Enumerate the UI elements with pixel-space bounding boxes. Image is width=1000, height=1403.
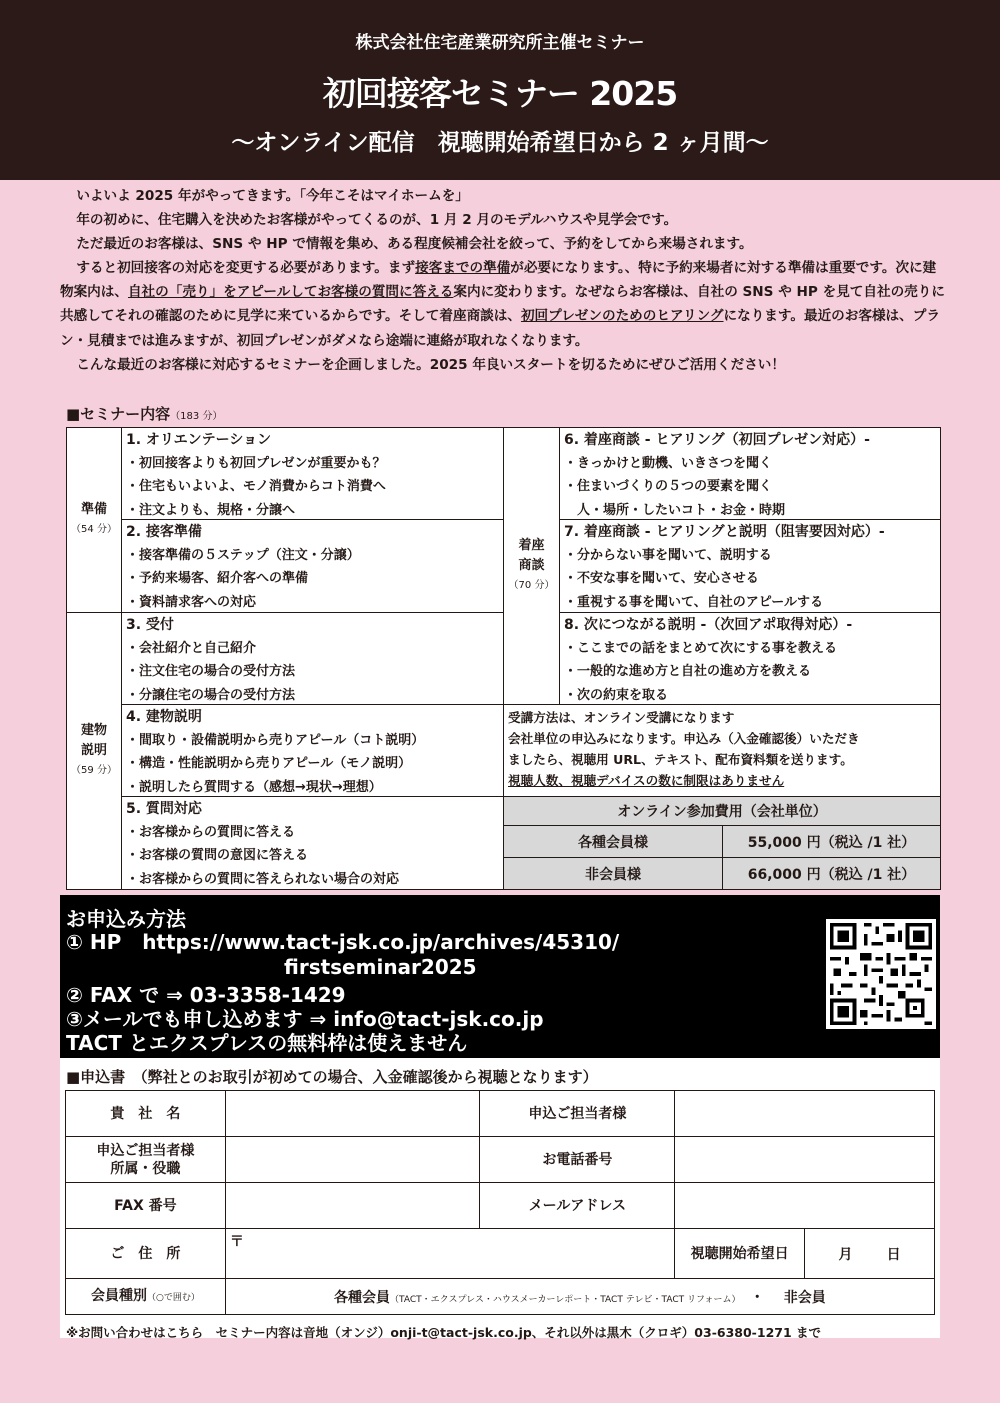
item-line: ・構造・性能説明から売りアピール（モノ説明） xyxy=(126,756,412,772)
company-label: 貴 社 名 xyxy=(66,1091,226,1137)
day-label: 日 xyxy=(886,1246,901,1263)
item-line: ・初回接客よりも初回プレゼンが重要かも？ xyxy=(126,456,386,472)
group-building xyxy=(66,612,122,890)
item-line: ・不安な事を聞いて、安心させる xyxy=(564,571,759,587)
item-title: 2. 接客準備 xyxy=(126,524,202,540)
fax-label: FAX 番号 xyxy=(66,1183,226,1229)
group-label: 準備 xyxy=(80,502,107,517)
contact-field[interactable] xyxy=(675,1091,935,1137)
item-line: ・分からない事を聞いて、説明する xyxy=(564,548,772,564)
item-line: ・注文よりも、規格・分譲へ xyxy=(126,502,296,518)
member-type-note: （○で囲む） xyxy=(146,1292,200,1303)
member-type-options[interactable] xyxy=(225,1279,934,1315)
intro-paragraph: ただ最近のお客様は、SNS や HP で情報を集め、ある程度候補会社を絞って、予約をしてから来場されます。 xyxy=(76,236,753,253)
start-date-field[interactable] xyxy=(805,1229,935,1279)
start-date-label: 視聴開始希望日 xyxy=(675,1229,805,1279)
seminar-item xyxy=(121,704,504,797)
item-title: 3. 受付 xyxy=(126,617,174,633)
attendance-notes xyxy=(503,704,941,797)
item-line: ・お客様の質問の意図に答える xyxy=(126,848,309,864)
fee-heading: オンライン参加費用（会社単位） xyxy=(503,796,941,826)
application-methods xyxy=(60,895,940,1058)
qr-code-icon[interactable] xyxy=(826,919,936,1029)
sponsor-line: 株式会社住宅産業研究所主催セミナー xyxy=(355,33,645,53)
content-heading xyxy=(66,403,222,424)
intro-text-span: すると初回接客の対応を変更する必要があります。まず xyxy=(76,260,416,277)
item-line: ・会社紹介と自己紹介 xyxy=(126,641,257,657)
hp-link[interactable]: https://www.tact-jsk.co.jp/archives/45310/ xyxy=(142,930,620,954)
item-title: 8. 次につながる説明 -（次回アポ取得対応）- xyxy=(564,617,853,633)
intro-paragraph: こんな最近のお客様に対応するセミナーを企画しました。2025 年良いスタートを切るためにぜひご活用ください！ xyxy=(76,356,785,373)
dept-field[interactable] xyxy=(225,1137,480,1183)
item-line: ・住まいづくりの５つの要素を聞く xyxy=(564,479,773,495)
intro-text-span: になります。最近のお客様は、プラン・見積までは進みますが、初回プレゼンがダメなら途端に連絡が取れなくなります。 xyxy=(60,308,940,349)
item-title: 6. 着座商談 - ヒアリング（初回プレゼン対応）- xyxy=(564,432,870,448)
seminar-item xyxy=(121,519,504,613)
intro-underline: 接客までの準備 xyxy=(415,260,511,277)
content-heading-label: ■セミナー内容 xyxy=(66,405,171,423)
item-line: ・注文住宅の場合の受付方法 xyxy=(126,664,296,680)
dept-label xyxy=(66,1137,226,1183)
intro-text-span: が必要になります。、特に予約来場者に対する準備は重要です。次に建物案内は、 xyxy=(60,260,937,301)
non-member-option[interactable]: 非会員 xyxy=(783,1289,826,1306)
fee-type: 各種会員様 xyxy=(503,825,723,858)
intro-paragraph: いよいよ 2025 年がやってきます。「今年こそはマイホームを」 xyxy=(76,188,469,204)
apply-title: お申込み方法 xyxy=(66,907,186,931)
address-field[interactable] xyxy=(225,1229,674,1279)
month-label: 月 xyxy=(838,1246,853,1263)
group-label: 商談 xyxy=(518,558,545,573)
item-title: 7. 着座商談 - ヒアリングと説明（阻害要因対応）- xyxy=(564,524,885,540)
item-line: 人・場所・したいコト・お金・時期 xyxy=(564,502,786,518)
group-minutes: （54 分） xyxy=(71,524,117,535)
item-line: ・ここまでの話をまとめて次にする事を教える xyxy=(564,641,838,657)
group-label: 建物 xyxy=(80,723,107,738)
footer-contact: ※お問い合わせはこちら セミナー内容は音地（オンジ）onji-t@tact-jsk.co.jp、それ以外は黒木（クロギ）03-6380-1271 まで xyxy=(66,1325,822,1340)
phone-field[interactable] xyxy=(675,1137,935,1183)
company-field[interactable] xyxy=(225,1091,480,1137)
fee-price: 66,000 円（税込 /1 社） xyxy=(722,857,941,890)
hp-label: ① HP xyxy=(66,930,122,954)
member-option-note: （TACT・エクスプレス・ハウスメーカーレポート・TACT テレビ・TACT リフォーム） xyxy=(390,1294,741,1305)
item-line: ・予約来場客、紹介客への準備 xyxy=(126,571,309,587)
item-line: ・資料請求客への対応 xyxy=(126,594,257,610)
intro-paragraph: 年の初めに、住宅購入を決めたお客様がやってくるのが、1 月 2 月のモデルハウスや見学会です。 xyxy=(76,212,678,229)
item-title: 1. オリエンテーション xyxy=(126,432,272,448)
group-label: 着座 xyxy=(518,538,545,553)
hp-link-continued[interactable]: firstseminar2025 xyxy=(284,955,477,979)
apply-mail[interactable]: ③メールでも申し込めます ⇒ info@tact-jsk.co.jp xyxy=(66,1007,544,1031)
member-option[interactable]: 各種会員 xyxy=(334,1289,391,1306)
item-line: ・分譲住宅の場合の受付方法 xyxy=(126,687,296,703)
fee-type: 非会員様 xyxy=(503,857,723,890)
dept-label-line: 申込ご担当者様 xyxy=(96,1142,195,1159)
form-heading: ■申込書 （弊社とのお取引が初めての場合、入金確認後から視聴となります） xyxy=(66,1068,598,1086)
intro-text-span: 案内に変わります。なぜならお客様は、自社の SNS や HP を見て自社の売りに共感してそれの確認のために見学に来ているからです。そして着座商談は、 xyxy=(60,284,945,325)
item-line: ・説明したら質問する（感想→現状→理想） xyxy=(126,779,382,795)
member-type-label xyxy=(66,1279,226,1315)
seminar-item xyxy=(559,519,941,613)
note-line: ましたら、視聴用 URL、テキスト、配布資料類を送ります。 xyxy=(508,752,853,767)
note-line: 視聴人数、視聴デバイスの数に制限はありません xyxy=(508,773,785,788)
apply-note: TACT とエクスプレスの無料枠は使えません xyxy=(66,1031,468,1055)
seminar-item xyxy=(121,796,504,890)
dept-label-line: 所属・役職 xyxy=(110,1160,181,1177)
contact-label: 申込ご担当者様 xyxy=(480,1091,675,1137)
intro-paragraph xyxy=(60,256,945,352)
header-banner xyxy=(0,0,1000,180)
intro-text xyxy=(60,184,945,377)
phone-label: お電話番号 xyxy=(480,1137,675,1183)
option-separator: ・ xyxy=(750,1289,765,1306)
apply-hp-line xyxy=(66,930,619,954)
note-line: 受講方法は、オンライン受講になります xyxy=(508,710,735,725)
seminar-item xyxy=(121,612,504,705)
item-line: ・一般的な進め方と自社の進め方を教える xyxy=(564,664,812,680)
application-form xyxy=(65,1090,935,1315)
group-minutes: （70 分） xyxy=(508,580,555,591)
address-label: ご 住 所 xyxy=(66,1229,226,1279)
content-heading-minutes: （183 分） xyxy=(170,411,223,422)
note-line: 会社単位の申込みになります。申込み（入金確認後）いただき xyxy=(508,731,860,746)
seminar-item xyxy=(121,427,504,520)
apply-fax: ② FAX で ⇒ 03-3358-1429 xyxy=(66,983,346,1007)
group-label: 説明 xyxy=(80,743,107,758)
page-subtitle: 〜オンライン配信 視聴開始希望日から 2 ヶ月間〜 xyxy=(231,130,769,156)
item-line: ・お客様からの質問に答えられない場合の対応 xyxy=(126,871,400,887)
item-line: ・間取り・設備説明から売りアピール（コト説明） xyxy=(126,733,425,749)
page-title: 初回接客セミナー 2025 xyxy=(322,74,678,113)
item-line: ・接客準備の５ステップ（注文・分譲） xyxy=(126,548,360,564)
seminar-item xyxy=(559,612,941,705)
item-line: ・重視する事を聞いて、自社のアピールする xyxy=(564,594,823,610)
email-label: メールアドレス xyxy=(480,1183,675,1229)
item-title: 5. 質問対応 xyxy=(126,801,202,817)
seminar-item xyxy=(559,427,941,520)
item-title: 4. 建物説明 xyxy=(126,709,202,725)
group-minutes: （59 分） xyxy=(71,765,117,776)
group-seated xyxy=(503,427,560,705)
item-line: ・住宅もいよいよ、モノ消費からコト消費へ xyxy=(126,479,386,495)
item-line: ・次の約束を取る xyxy=(564,687,669,703)
fax-field[interactable] xyxy=(225,1183,480,1229)
intro-underline: 初回プレゼンのためのヒアリング xyxy=(520,308,724,325)
fee-price: 55,000 円（税込 /1 社） xyxy=(722,825,941,858)
item-line: ・お客様からの質問に答える xyxy=(126,825,296,841)
email-field[interactable] xyxy=(675,1183,935,1229)
postal-mark: 〒 xyxy=(229,1234,244,1250)
item-line: ・きっかけと動機、いきさつを聞く xyxy=(564,456,773,472)
group-prep xyxy=(66,427,122,613)
member-type-text: 会員種別 xyxy=(90,1287,147,1304)
intro-underline: 自社の「売り」をアピールしてお客様の質問に答える xyxy=(127,284,454,301)
